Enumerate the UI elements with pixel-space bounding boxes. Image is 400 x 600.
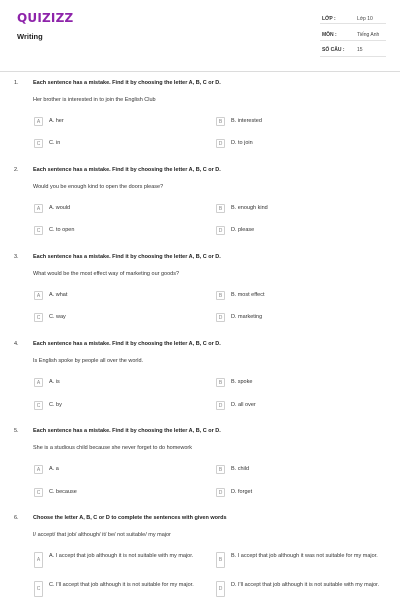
meta-value-class: Lớp 10 bbox=[357, 16, 373, 22]
option-a[interactable] bbox=[34, 117, 204, 126]
option-c[interactable] bbox=[34, 313, 204, 322]
question-text: Her brother is interested in to join the English Club bbox=[33, 97, 156, 103]
question-number: 6. bbox=[14, 515, 19, 521]
option-letter-box: C bbox=[34, 226, 43, 235]
option-b[interactable] bbox=[216, 465, 388, 474]
option-letter-box: C bbox=[34, 488, 43, 497]
question-text: Would you be enough kind to open the doors please? bbox=[33, 184, 164, 190]
option-text: A. is bbox=[49, 378, 60, 385]
meta-label-class: LỚP : bbox=[322, 16, 336, 22]
option-letter-box: D bbox=[216, 313, 225, 322]
option-letter-box: B bbox=[216, 117, 225, 126]
option-c[interactable] bbox=[34, 226, 204, 235]
question-instruction: Each sentence has a mistake. Find it by choosing the letter A, B, C or D. bbox=[33, 167, 221, 173]
option-letter-box: C bbox=[34, 581, 43, 597]
option-d[interactable] bbox=[216, 226, 388, 235]
quizizz-logo: QUIZIZZ bbox=[17, 11, 74, 25]
question-number: 3. bbox=[14, 254, 19, 260]
option-letter-box: D bbox=[216, 581, 225, 597]
question-number: 2. bbox=[14, 167, 19, 173]
question-number: 4. bbox=[14, 341, 19, 347]
option-letter-box: D bbox=[216, 401, 225, 410]
option-text: D. please bbox=[231, 226, 255, 233]
option-d[interactable] bbox=[216, 488, 388, 497]
meta-label-subject: MÔN : bbox=[322, 32, 337, 38]
option-letter-box: B bbox=[216, 552, 225, 568]
option-text: B. I accept that job although it was not suitable for my major. bbox=[231, 552, 378, 559]
option-letter-box: D bbox=[216, 488, 225, 497]
option-a[interactable] bbox=[34, 291, 204, 300]
option-letter-box: A bbox=[34, 291, 43, 300]
option-text: B. enough kind bbox=[231, 204, 268, 211]
option-letter-box: A bbox=[34, 465, 43, 474]
option-b[interactable] bbox=[216, 378, 388, 387]
option-letter-box: B bbox=[216, 204, 225, 213]
question-instruction: Each sentence has a mistake. Find it by choosing the letter A, B, C or D. bbox=[33, 254, 221, 260]
option-b[interactable] bbox=[216, 552, 388, 568]
meta-value-count: 15 bbox=[357, 47, 363, 53]
option-d[interactable] bbox=[216, 313, 388, 322]
option-text: D. forget bbox=[231, 488, 253, 495]
meta-label-count: SỐ CÂU : bbox=[322, 47, 345, 53]
option-c[interactable] bbox=[34, 488, 204, 497]
option-a[interactable] bbox=[34, 552, 204, 568]
question-number: 1. bbox=[14, 80, 19, 86]
question-instruction: Each sentence has a mistake. Find it by choosing the letter A, B, C or D. bbox=[33, 80, 221, 86]
question-text: She is a studious child because she never forget to do homework bbox=[33, 445, 192, 451]
option-text: B. spoke bbox=[231, 378, 253, 385]
option-text: C. in bbox=[49, 139, 61, 146]
option-letter-box: A bbox=[34, 378, 43, 387]
option-letter-box: C bbox=[34, 313, 43, 322]
option-b[interactable] bbox=[216, 291, 388, 300]
question-text: I/ accept/ that job/ although/ it/ be/ not suitable/ my major bbox=[33, 532, 171, 538]
meta-value-subject: Tiếng Anh bbox=[357, 32, 380, 38]
worksheet-title: Writing bbox=[17, 32, 43, 41]
option-text: B. child bbox=[231, 465, 250, 472]
option-d[interactable] bbox=[216, 139, 388, 148]
option-text: D. I'll accept that job although it is not suitable with my major. bbox=[231, 581, 380, 588]
option-letter-box: D bbox=[216, 139, 225, 148]
option-text: A. would bbox=[49, 204, 71, 211]
option-letter-box: B bbox=[216, 291, 225, 300]
question-instruction: Each sentence has a mistake. Find it by choosing the letter A, B, C or D. bbox=[33, 341, 221, 347]
option-d[interactable] bbox=[216, 401, 388, 410]
question-text: What would be the most effect way of marketing our goods? bbox=[33, 271, 180, 277]
option-text: B. interested bbox=[231, 117, 262, 124]
option-c[interactable] bbox=[34, 581, 204, 597]
option-a[interactable] bbox=[34, 465, 204, 474]
question-instruction: Choose the letter A, B, C or D to complete the sentences with given words bbox=[33, 515, 227, 521]
option-b[interactable] bbox=[216, 204, 388, 213]
option-text: A. I accept that job although it is not suitable with my major. bbox=[49, 552, 194, 559]
option-text: C. by bbox=[49, 401, 62, 408]
option-d[interactable] bbox=[216, 581, 388, 597]
option-text: C. to open bbox=[49, 226, 75, 233]
option-a[interactable] bbox=[34, 378, 204, 387]
option-text: A. her bbox=[49, 117, 64, 124]
option-letter-box: A bbox=[34, 204, 43, 213]
option-text: D. all over bbox=[231, 401, 256, 408]
question-number: 5. bbox=[14, 428, 19, 434]
option-text: D. marketing bbox=[231, 313, 263, 320]
option-letter-box: C bbox=[34, 401, 43, 410]
option-text: C. because bbox=[49, 488, 77, 495]
worksheet-header bbox=[0, 0, 400, 72]
option-text: D. to join bbox=[231, 139, 253, 146]
option-a[interactable] bbox=[34, 204, 204, 213]
option-letter-box: A bbox=[34, 117, 43, 126]
option-text: A. what bbox=[49, 291, 68, 298]
question-text: Is English spoke by people all over the world. bbox=[33, 358, 144, 364]
option-text: B. most effect bbox=[231, 291, 265, 298]
option-text: A. a bbox=[49, 465, 59, 472]
option-letter-box: C bbox=[34, 139, 43, 148]
option-text: C. way bbox=[49, 313, 66, 320]
option-letter-box: B bbox=[216, 465, 225, 474]
option-b[interactable] bbox=[216, 117, 388, 126]
option-letter-box: D bbox=[216, 226, 225, 235]
question-instruction: Each sentence has a mistake. Find it by choosing the letter A, B, C or D. bbox=[33, 428, 221, 434]
option-letter-box: A bbox=[34, 552, 43, 568]
option-text: C. I'll accept that job although it is not suitable for my major. bbox=[49, 581, 194, 588]
option-letter-box: B bbox=[216, 378, 225, 387]
option-c[interactable] bbox=[34, 139, 204, 148]
option-c[interactable] bbox=[34, 401, 204, 410]
